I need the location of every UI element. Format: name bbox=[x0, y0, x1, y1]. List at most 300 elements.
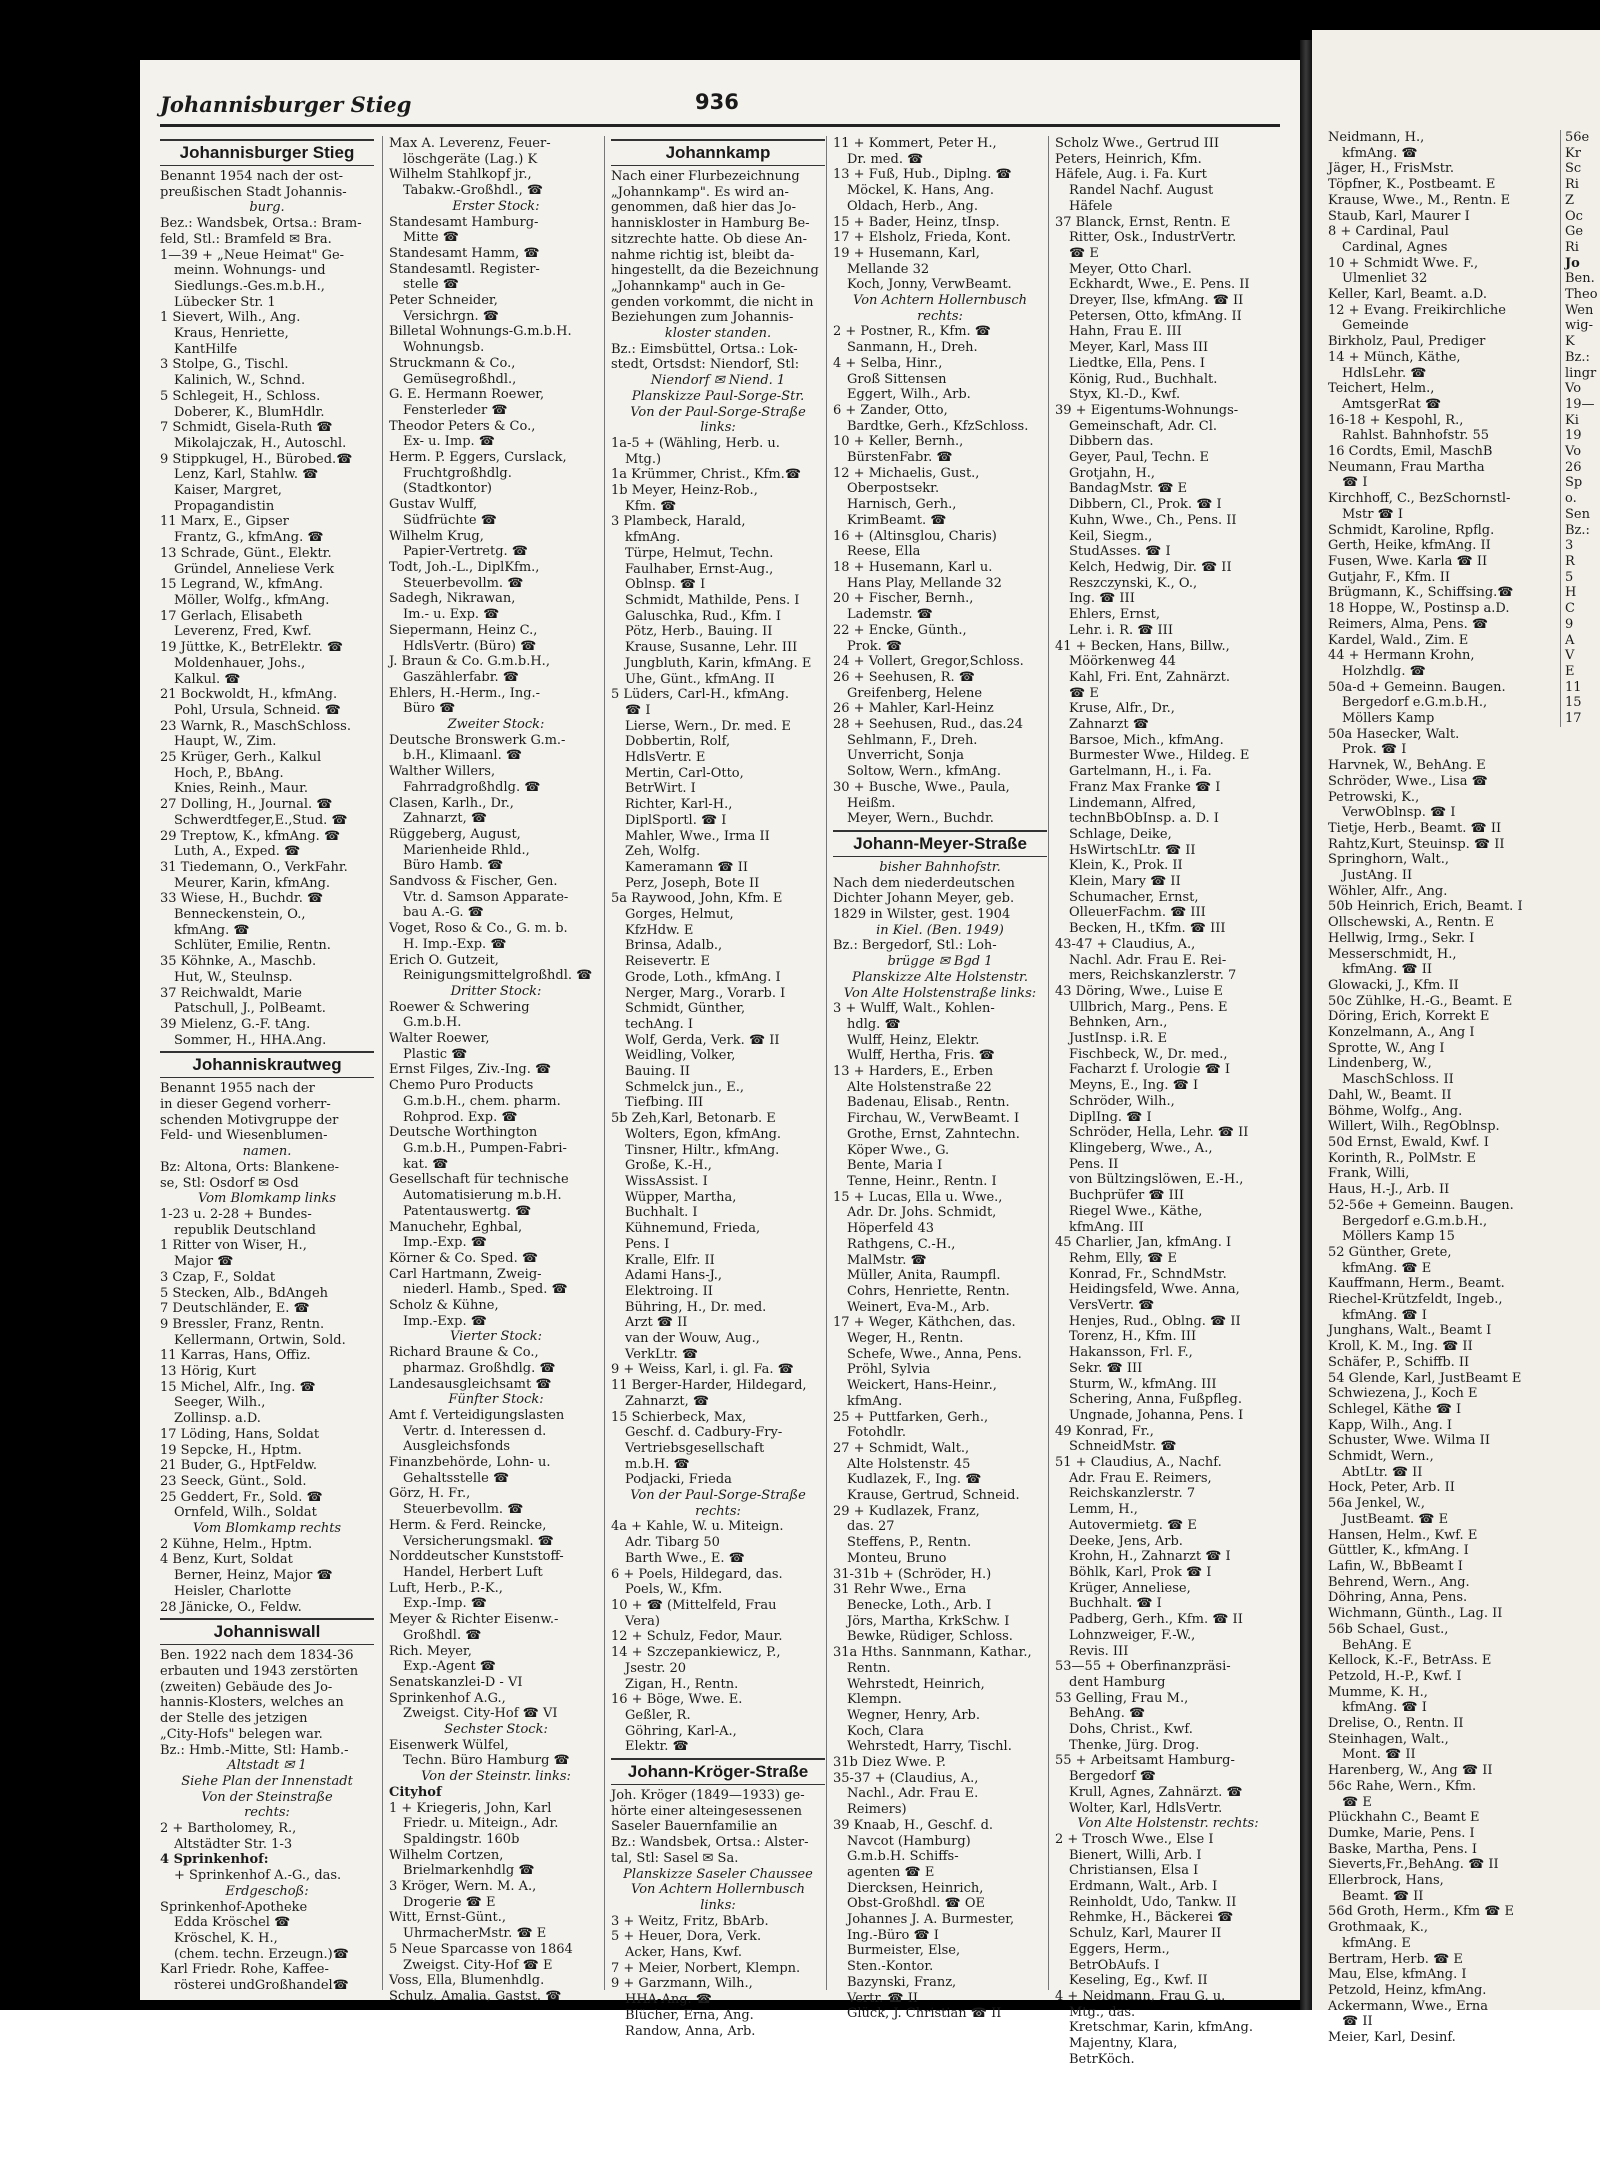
directory-entry-line: Majentny, Klara, bbox=[1069, 2036, 1178, 2052]
directory-entry-line: Mahler, Wwe., Irma II bbox=[625, 828, 770, 844]
directory-entry-line: 54 Glende, Karl, JustBeamt E bbox=[1328, 1370, 1522, 1386]
directory-entry-line: Sechster Stock: bbox=[444, 1722, 548, 1738]
directory-entry-line: Buchprüfer ☎ III bbox=[1069, 1188, 1185, 1204]
directory-entry-line: Ben. bbox=[1565, 271, 1595, 287]
directory-entry-line: Kellock, K.-F., BetrAss. E bbox=[1328, 1653, 1492, 1669]
directory-entry-line: Gründel, Anneliese Verk bbox=[174, 561, 335, 577]
directory-entry-line: Padberg, Gerh., Kfm. ☎ II bbox=[1069, 1612, 1243, 1628]
directory-entry-line: 17 + Weger, Käthchen, das. bbox=[833, 1315, 1016, 1331]
directory-entry-line: Clasen, Karlh., Dr., bbox=[389, 795, 514, 811]
directory-entry-line: Adr. Frau E. Reimers, bbox=[1069, 1470, 1212, 1486]
directory-entry-line: Greifenberg, Helene bbox=[847, 685, 983, 701]
directory-entry-line: Moldenhauer, Johs., bbox=[174, 655, 306, 671]
directory-entry-line: löschgeräte (Lag.) K bbox=[403, 151, 538, 167]
directory-entry-line: 28 + Seehusen, Rud., das.24 bbox=[833, 717, 1024, 733]
directory-entry-line: Schefe, Wwe., Anna, Pens. bbox=[847, 1346, 1022, 1362]
directory-entry-line: Oldach, Herb., Ang. bbox=[847, 198, 978, 214]
directory-entry-line: Rehmke, H., Bäckerei ☎ bbox=[1069, 1910, 1234, 1926]
directory-entry-line: 15 Michel, Alfr., Ing. ☎ bbox=[160, 1379, 316, 1395]
directory-entry-line: kfmAng. bbox=[625, 530, 681, 546]
directory-entry-line: Versichrgn. ☎ bbox=[403, 308, 499, 324]
directory-entry-line: niederl. Hamb., Sped. ☎ bbox=[403, 1282, 568, 1298]
directory-entry-line: Mikolajczak, H., Autoschl. bbox=[174, 435, 347, 451]
directory-entry-line: Eckhardt, Wwe., E. Pens. II bbox=[1069, 277, 1250, 293]
directory-entry-line: in dieser Gegend vorherr- bbox=[160, 1097, 331, 1113]
directory-entry-line: Klempn. bbox=[847, 1692, 902, 1708]
directory-entry-line: 5 Lüders, Carl-H., kfmAng. bbox=[611, 687, 790, 703]
directory-entry-line: 19 + Husemann, Karl, bbox=[833, 245, 980, 261]
directory-entry-line: 53—55 + Oberfinanzpräsi- bbox=[1055, 1659, 1231, 1675]
directory-entry-line: (zweiten) Gebäude des Jo- bbox=[160, 1679, 333, 1695]
directory-entry-line: Wüpper, Martha, bbox=[625, 1189, 737, 1205]
directory-entry-line: 29 + Kudlazek, Franz, bbox=[833, 1503, 980, 1519]
directory-entry-line: 19— bbox=[1565, 396, 1595, 412]
directory-entry-line: Holzhdlg. ☎ bbox=[1342, 663, 1426, 679]
directory-entry-line: Bewke, Rüdiger, Schloss. bbox=[847, 1629, 1013, 1645]
directory-entry-line: 13 + Harders, E., Erben bbox=[833, 1064, 994, 1080]
directory-entry-line: Vertriebsgesellschaft bbox=[625, 1440, 765, 1456]
directory-entry-line: Petersen, Otto, kfmAng. II bbox=[1069, 308, 1242, 324]
directory-entry-line: Bazynski, Franz, bbox=[847, 1974, 957, 1990]
directory-entry-line: Klingeberg, Wwe., A., bbox=[1069, 1141, 1213, 1156]
directory-entry-line: R bbox=[1565, 553, 1575, 569]
directory-entry-line: bau A.-G. ☎ bbox=[403, 905, 484, 921]
directory-entry-line: 7 Schmidt, Gisela-Ruth ☎ bbox=[160, 420, 333, 436]
directory-entry-line: Mumme, K. H., bbox=[1328, 1684, 1428, 1700]
directory-entry-line: KantHilfe bbox=[174, 341, 238, 357]
directory-entry-line: Müller, Anita, Raumpfl. bbox=[847, 1268, 1001, 1284]
directory-entry-line: Kruse, Alfr., Dr., bbox=[1069, 701, 1175, 717]
directory-entry-line: Kudlazek, F., Ing. ☎ bbox=[847, 1472, 982, 1488]
directory-entry-line: Südfrüchte ☎ bbox=[403, 512, 497, 528]
directory-entry-line: 10 + Schmidt Wwe. F., bbox=[1328, 255, 1479, 271]
directory-entry-line: Beamt. ☎ II bbox=[1342, 1888, 1424, 1904]
directory-entry-line: Major ☎ bbox=[174, 1254, 234, 1270]
directory-entry-line: 11 Karras, Hans, Offiz. bbox=[160, 1348, 311, 1364]
directory-entry-line: kfmAng. ☎ I bbox=[1342, 1700, 1427, 1716]
directory-entry-line: Häfele, Aug. i. Fa. Kurt bbox=[1055, 167, 1207, 183]
directory-entry-line: Vertr. ☎ II bbox=[847, 1990, 918, 2006]
directory-entry-line: Exp.-Agent ☎ bbox=[403, 1659, 496, 1675]
directory-entry-line: Große, K.-H., bbox=[625, 1158, 712, 1174]
directory-entry-line: Standesamtl. Register- bbox=[389, 261, 540, 277]
street-heading: Johanniskrautweg bbox=[160, 1051, 374, 1078]
directory-entry-line: 6 + Poels, Hildegard, das. bbox=[611, 1566, 783, 1582]
directory-entry-line: Spaldingstr. 160b bbox=[403, 1831, 520, 1847]
directory-entry-line: Möckel, K. Hans, Ang. bbox=[847, 183, 994, 199]
directory-entry-line: Vom Blomkamp rechts bbox=[192, 1521, 342, 1537]
directory-entry-line: Weickert, Hans-Heinr., bbox=[847, 1378, 997, 1394]
directory-entry-line: ☎ E bbox=[1069, 685, 1099, 701]
directory-entry-line: JustInsp. i.R. E bbox=[1069, 1031, 1168, 1047]
directory-entry-line: ☎ E bbox=[1342, 1794, 1372, 1810]
directory-entry-line: mers, Reichskanzlerstr. 7 bbox=[1069, 968, 1237, 984]
directory-entry-line: Mont. ☎ II bbox=[1342, 1747, 1416, 1763]
directory-entry-line: Kroll, K. M., Ing. ☎ II bbox=[1328, 1339, 1473, 1355]
directory-entry-line: Versicherungsmakl. ☎ bbox=[403, 1533, 554, 1549]
directory-entry-line: Weger, H., Rentn. bbox=[847, 1331, 964, 1347]
directory-entry-line: Ungnade, Johanna, Pens. I bbox=[1069, 1407, 1244, 1423]
directory-entry-line: Peters, Heinrich, Kfm. bbox=[1055, 151, 1202, 167]
directory-entry-line: Roewer & Schwering bbox=[389, 999, 530, 1015]
directory-entry-line: Tinsner, Hiltr., kfmAng. bbox=[625, 1142, 780, 1158]
directory-entry-line: 13 + Fuß, Hub., Diplng. ☎ bbox=[833, 167, 1012, 183]
directory-entry-line: schenden Motivgruppe der bbox=[160, 1112, 339, 1128]
directory-entry-line: Dichter Johann Meyer, geb. bbox=[833, 891, 1015, 907]
directory-entry-line: VerkLtr. ☎ bbox=[625, 1346, 699, 1362]
directory-entry-line: Bz.: Bergedorf, Stl.: Loh- bbox=[833, 938, 997, 954]
directory-entry-line: 51 + Claudius, A., Nachf. bbox=[1055, 1455, 1222, 1471]
directory-entry-line: Scholz & Kühne, bbox=[389, 1298, 499, 1314]
directory-entry-line: nahme richtig ist, bleibt da- bbox=[611, 247, 795, 263]
directory-entry-line: 33 Wiese, H., Buchdr. ☎ bbox=[160, 891, 324, 907]
directory-entry-line: Autovermietg. ☎ E bbox=[1069, 1517, 1197, 1533]
directory-entry-line: Blücher, Erna, Ang. bbox=[625, 2007, 754, 2023]
directory-entry-line: 3 + Weitz, Fritz, BbArb. bbox=[611, 1913, 769, 1929]
directory-entry-line: Altstadt ✉ 1 bbox=[227, 1758, 307, 1774]
directory-entry-line: Kfm. ☎ bbox=[625, 498, 677, 514]
directory-entry-line: 3 Plambeck, Harald, bbox=[611, 514, 746, 530]
directory-entry-line: 5 + Heuer, Dora, Verk. bbox=[611, 1929, 762, 1945]
directory-entry-line: Scholz Wwe., Gertrud III bbox=[1055, 136, 1220, 151]
directory-entry-line: Meyer, Karl, Mass III bbox=[1069, 340, 1209, 356]
directory-entry-line: Plückhahn C., Beamt E bbox=[1328, 1810, 1480, 1826]
directory-entry-line: Geßler, R. bbox=[625, 1707, 691, 1723]
directory-entry-line: Prok. ☎ I bbox=[1342, 742, 1407, 758]
directory-entry-line: Max A. Leverenz, Feuer- bbox=[389, 136, 551, 151]
directory-entry-line: Kralle, Elfr. II bbox=[625, 1252, 715, 1268]
directory-entry-line: 1—39 + „Neue Heimat" Ge- bbox=[160, 247, 345, 263]
directory-entry-line: Birkholz, Paul, Prediger bbox=[1328, 334, 1486, 350]
directory-entry-line: Mtg., das. bbox=[1069, 2004, 1136, 2020]
directory-entry-line: Pröhl, Sylvia bbox=[847, 1362, 931, 1378]
directory-entry-line: KrimBeamt. ☎ bbox=[847, 512, 947, 528]
directory-entry-line: 23 Warnk, R., MaschSchloss. bbox=[160, 718, 351, 734]
page-number: 936 bbox=[695, 90, 739, 114]
directory-entry-line: Von der Paul-Sorge-Straße bbox=[630, 404, 806, 420]
directory-entry-line: 4 + Neidmann, Frau G. u. bbox=[1055, 1988, 1226, 2004]
directory-entry-line: 21 Buder, G., HptFeldw. bbox=[160, 1458, 318, 1474]
directory-entry-line: Krüger, Anneliese, bbox=[1069, 1580, 1191, 1596]
directory-entry-line: Ulmenliet 32 bbox=[1342, 271, 1428, 287]
directory-entry-line: Papier-Vertretg. ☎ bbox=[403, 544, 528, 560]
directory-entry-line: der Stelle des jetzigen bbox=[160, 1711, 308, 1727]
directory-entry-line: Planskizze Paul-Sorge-Str. bbox=[631, 388, 805, 404]
directory-entry-line: 53 Gelling, Frau M., bbox=[1055, 1690, 1189, 1706]
directory-entry-line: Niendorf ✉ Niend. 1 bbox=[650, 373, 786, 389]
directory-entry-line: Ehlers, H.-Herm., Ing.- bbox=[389, 685, 541, 701]
directory-entry-line: tal, Stl: Sasel ✉ Sa. bbox=[611, 1850, 739, 1866]
directory-entry-line: lingr bbox=[1565, 365, 1597, 381]
directory-entry-line: Kühnemund, Frieda, bbox=[625, 1221, 761, 1237]
directory-entry-line: Gemüsegroßhdl., bbox=[403, 371, 517, 387]
directory-entry-line: hörte einer alteingesessenen bbox=[611, 1803, 802, 1819]
directory-entry-line: 12 + Michaelis, Gust., bbox=[833, 465, 980, 481]
directory-entry-line: Grothmaak, K., bbox=[1328, 1920, 1428, 1936]
directory-entry-line: Reinholdt, Udo, Tankw. II bbox=[1069, 1894, 1237, 1910]
directory-entry-line: 50b Heinrich, Erich, Beamt. I bbox=[1328, 899, 1523, 915]
directory-entry-line: kfmAng. ☎ II bbox=[1342, 962, 1432, 978]
directory-entry-line: Plastic ☎ bbox=[403, 1046, 468, 1062]
directory-entry-line: 3 bbox=[1565, 538, 1574, 554]
directory-entry-line: 31 Tiedemann, O., VerkFahr. bbox=[160, 859, 348, 875]
directory-entry-line: Buchhalt. ☎ I bbox=[1069, 1596, 1162, 1612]
directory-entry-line: 50d Ernst, Ewald, Kwf. I bbox=[1328, 1135, 1489, 1150]
directory-entry-line: m.b.H. ☎ bbox=[625, 1456, 690, 1472]
directory-entry-line: Luft, Herb., P.-K., bbox=[389, 1580, 503, 1596]
directory-entry-line: Feld- und Wiesenblumen- bbox=[160, 1128, 328, 1144]
directory-entry-line: Büro ☎ bbox=[403, 701, 456, 717]
directory-entry-line: 31a Hths. Sannmann, Kathar., bbox=[833, 1645, 1032, 1661]
directory-entry-line: burg. bbox=[249, 200, 285, 216]
column-1 bbox=[160, 136, 374, 1994]
directory-entry-line: Fahrradgroßhdlg. ☎ bbox=[403, 779, 541, 795]
directory-entry-line: 10 + Keller, Bernh., bbox=[833, 434, 964, 450]
directory-entry-line: Erdgeschoß: bbox=[225, 1883, 309, 1899]
column-5 bbox=[1048, 136, 1281, 2067]
directory-entry-line: Oberpostsekr. bbox=[847, 481, 940, 497]
directory-entry-line: Faulhaber, Ernst-Aug., bbox=[625, 561, 774, 577]
directory-entry-line: Reese, Ella bbox=[847, 544, 921, 560]
street-heading: Johann-Meyer-Straße bbox=[833, 830, 1047, 857]
directory-entry-line: Grothe, Ernst, Zahntechn. bbox=[847, 1126, 1020, 1142]
directory-entry-line: 50c Zühlke, H.-G., Beamt. E bbox=[1328, 993, 1513, 1009]
directory-entry-line: Kameramann ☎ II bbox=[625, 859, 748, 875]
directory-entry-line: 31-31b + (Schröder, H.) bbox=[833, 1566, 992, 1582]
directory-entry-line: 18 + Husemann, Karl u. bbox=[833, 559, 993, 575]
directory-entry-line: Ri bbox=[1565, 177, 1579, 193]
directory-entry-line: Barsoe, Mich., kfmAng. bbox=[1069, 732, 1224, 748]
directory-entry-line: Podjacki, Frieda bbox=[625, 1472, 732, 1488]
directory-entry-line: Nach einer Flurbezeichnung bbox=[611, 169, 800, 184]
directory-entry-line: 19 bbox=[1565, 428, 1582, 444]
directory-entry-line: Tiefbing. III bbox=[625, 1095, 704, 1111]
directory-entry-line: Sprinkenhof-Apotheke bbox=[160, 1899, 308, 1915]
directory-entry-line: 4 Sprinkenhof: bbox=[160, 1852, 269, 1868]
directory-entry-line: Vera) bbox=[625, 1613, 660, 1629]
directory-entry-line: Joh. Kröger (1849—1933) ge- bbox=[611, 1788, 805, 1804]
directory-entry-line: 3 Kröger, Wern. M. A., bbox=[389, 1879, 537, 1895]
directory-entry-line: brügge ✉ Bgd 1 bbox=[887, 954, 993, 970]
directory-entry-line: Großhdl. ☎ bbox=[403, 1627, 482, 1643]
directory-entry-line: Türpe, Helmut, Techn. bbox=[625, 545, 774, 561]
directory-entry-line: Hellwig, Irmg., Sekr. I bbox=[1328, 930, 1475, 946]
directory-entry-line: Kalkul. ☎ bbox=[174, 671, 241, 687]
directory-entry-line: Körner & Co. Sped. ☎ bbox=[389, 1250, 539, 1266]
directory-entry-line: technBbObInsp. a. D. I bbox=[1069, 811, 1219, 827]
directory-entry-line: Monteu, Bruno bbox=[847, 1550, 947, 1566]
directory-entry-line: Voget, Roso & Co., G. m. b. bbox=[389, 921, 568, 937]
directory-entry-line: 16-18 + Kespohl, R., bbox=[1328, 412, 1464, 428]
directory-entry-line: Reinigungsmittelgroßhdl. ☎ bbox=[403, 968, 593, 984]
directory-entry-line: G.m.b.H. Schiffs- bbox=[847, 1849, 959, 1865]
directory-entry-line: 39 Mielenz, G.-F. tAng. bbox=[160, 1016, 311, 1032]
directory-entry-line: 56d Groth, Herm., Kfm ☎ E bbox=[1328, 1904, 1515, 1920]
street-heading: Johannkamp bbox=[611, 139, 825, 166]
directory-entry-line: Liedtke, Ella, Pens. I bbox=[1069, 355, 1205, 371]
directory-entry-line: HdlsLehr. ☎ bbox=[1342, 365, 1427, 381]
directory-entry-line: Techn. Büro Hamburg ☎ bbox=[403, 1753, 570, 1769]
directory-entry-line: 29 Treptow, K., kfmAng. ☎ bbox=[160, 828, 341, 844]
directory-entry-line: stedt, Ortsdst: Niendorf, Stl: bbox=[611, 357, 800, 373]
directory-entry-line: Kardel, Wald., Zim. E bbox=[1328, 632, 1469, 648]
directory-entry-line: Eggers, Herm., bbox=[1069, 1941, 1170, 1957]
directory-entry-line: Richter, Karl-H., bbox=[625, 797, 733, 813]
directory-entry-line: 25 Krüger, Gerh., Kalkul bbox=[160, 750, 322, 766]
directory-entry-line: Ornfeld, Wilh., Soldat bbox=[174, 1505, 317, 1521]
directory-entry-line: namen. bbox=[242, 1144, 292, 1160]
directory-entry-line: Hahn, Frau E. III bbox=[1069, 324, 1182, 340]
directory-entry-line: 25 Geddert, Fr., Sold. ☎ bbox=[160, 1489, 323, 1505]
directory-entry-line: 11 + Kommert, Peter H., bbox=[833, 136, 997, 151]
directory-entry-line: Altstädter Str. 1-3 bbox=[174, 1836, 293, 1852]
directory-entry-line: Lenz, Karl, Stahlw. ☎ bbox=[174, 467, 319, 483]
directory-entry-line: genommen, daß hier das Jo- bbox=[611, 200, 796, 216]
directory-entry-line: Deutsche Worthington bbox=[389, 1125, 538, 1141]
directory-entry-line: Möllers Kamp bbox=[1342, 711, 1435, 727]
directory-entry-line: Erich O. Gutzeit, bbox=[389, 952, 499, 968]
directory-entry-line: Nachl., Adr. Frau E. bbox=[847, 1786, 979, 1802]
directory-entry-line: Geyer, Paul, Techn. E bbox=[1069, 450, 1210, 466]
directory-entry-line: Mstr ☎ I bbox=[1342, 506, 1404, 522]
directory-entry-line: genden vorkommt, die nicht in bbox=[611, 294, 814, 310]
directory-entry-line: Pens. II bbox=[1069, 1156, 1119, 1172]
directory-entry-line: ☎ I bbox=[625, 702, 651, 718]
directory-entry-line: 15 + Lucas, Ella u. Wwe., bbox=[833, 1189, 1003, 1205]
book-gutter bbox=[1300, 40, 1312, 2010]
directory-entry-line: Vierter Stock: bbox=[450, 1329, 542, 1345]
directory-entry-line: Gartelmann, H., i. Fa. bbox=[1069, 764, 1212, 780]
directory-entry-line: 44 + Hermann Krohn, bbox=[1328, 648, 1475, 664]
directory-entry-line: rechts: bbox=[244, 1805, 290, 1821]
directory-entry-line: G.m.b.H. bbox=[403, 1015, 462, 1031]
directory-entry-line: Mellande 32 bbox=[847, 261, 930, 277]
directory-entry-line: Krause, Gertrud, Schneid. bbox=[847, 1488, 1020, 1504]
directory-entry-line: DiplSportl. ☎ I bbox=[625, 812, 727, 828]
directory-entry-line: 27 Dolling, H., Journal. ☎ bbox=[160, 797, 333, 813]
directory-entry-line: Nach dem niederdeutschen bbox=[833, 875, 1015, 891]
directory-entry-line: Schuster, Wwe. Wilma II bbox=[1328, 1433, 1490, 1449]
directory-entry-line: Doberer, K., BlumHdlr. bbox=[174, 404, 325, 420]
directory-entry-line: Rathgens, C.-H., bbox=[847, 1236, 956, 1252]
directory-entry-line: Dritter Stock: bbox=[450, 983, 542, 999]
directory-entry-line: 1 Sievert, Wilh., Ang. bbox=[160, 310, 301, 326]
directory-entry-line: 17 + Elsholz, Frieda, Kont. bbox=[833, 230, 1011, 246]
directory-entry-line: A bbox=[1565, 632, 1575, 648]
directory-entry-line: HdlsVertr. (Büro) ☎ bbox=[403, 638, 537, 654]
directory-entry-line: Dobbertin, Rolf, bbox=[625, 734, 731, 750]
directory-entry-line: 7 + Meier, Norbert, Klempn. bbox=[611, 1960, 801, 1976]
directory-entry-line: 15 Legrand, W., kfmAng. bbox=[160, 577, 323, 593]
directory-entry-line: Möörkenweg 44 bbox=[1069, 654, 1176, 670]
directory-entry-line: Wilhelm Stahlkopf jr., bbox=[389, 167, 532, 183]
directory-entry-line: Obst-Großhdl. ☎ OE bbox=[847, 1896, 985, 1912]
directory-entry-line: Schlüter, Emilie, Rentn. bbox=[174, 938, 331, 954]
directory-entry-line: Fensterleder ☎ bbox=[403, 402, 508, 418]
directory-entry-line: 5 Schlegeit, H., Schloss. bbox=[160, 388, 321, 404]
directory-entry-line: Nerger, Marg., Vorarb. I bbox=[625, 985, 786, 1001]
directory-entry-line: Harenberg, W., Ang ☎ II bbox=[1328, 1763, 1493, 1779]
directory-entry-line: Rüggeberg, August, bbox=[389, 826, 521, 842]
directory-entry-line: Hoch, P., BbAng. bbox=[174, 765, 284, 781]
directory-entry-line: Fotohdlr. bbox=[847, 1425, 906, 1441]
directory-entry-line: Nachl. Adr. Frau E. Rei- bbox=[1069, 952, 1227, 968]
directory-entry-line: Wolters, Egon, kfmAng. bbox=[625, 1126, 782, 1142]
directory-entry-line: Baske, Martha, Pens. I bbox=[1328, 1841, 1477, 1857]
directory-entry-line: Steffens, P., Rentn. bbox=[847, 1535, 972, 1551]
directory-entry-line: Benneckenstein, O., bbox=[174, 907, 306, 923]
directory-entry-line: Elektr. ☎ bbox=[625, 1739, 689, 1755]
directory-entry-line: 56b Schael, Gust., bbox=[1328, 1621, 1449, 1637]
directory-entry-line: Gemeinschaft, Adr. Cl. bbox=[1069, 418, 1218, 434]
directory-entry-line: Z bbox=[1565, 192, 1575, 208]
directory-entry-line: „Johannkamp" auch in Ge- bbox=[611, 278, 786, 294]
directory-entry-line: kat. ☎ bbox=[403, 1156, 449, 1172]
directory-entry-line: links: bbox=[700, 1897, 736, 1913]
directory-entry-line: 23 Seeck, Günt., Sold. bbox=[160, 1473, 307, 1489]
directory-entry-line: Benannt 1955 nach der bbox=[160, 1081, 315, 1097]
directory-entry-line: Knies, Reinh., Maur. bbox=[174, 781, 309, 797]
directory-entry-line: Benannt 1954 nach der ost- bbox=[160, 169, 344, 184]
directory-entry-line: (Stadtkontor) bbox=[403, 481, 492, 497]
directory-entry-line: 37 Reichwaldt, Marie bbox=[160, 985, 302, 1001]
directory-entry-line: BehAng. ☎ bbox=[1069, 1706, 1146, 1722]
directory-entry-line: 45 Charlier, Jan, kfmAng. I bbox=[1055, 1235, 1232, 1251]
directory-entry-line: Adr. Dr. Johs. Schmidt, bbox=[847, 1205, 997, 1221]
directory-entry-line: 26 + Mahler, Karl-Heinz bbox=[833, 701, 994, 717]
directory-entry-line: kfmAng. ☎ E bbox=[1342, 1260, 1432, 1276]
directory-entry-line: Glowacki, J., Kfm. II bbox=[1328, 977, 1459, 993]
directory-entry-line: Krull, Agnes, Zahnärzt. ☎ bbox=[1069, 1784, 1243, 1800]
directory-entry-line: Bz.: Wandsbek, Ortsa.: Alster- bbox=[611, 1835, 809, 1851]
directory-entry-line: Sieverts,Fr.,BehAng. ☎ II bbox=[1328, 1857, 1499, 1873]
directory-entry-line: Peter Schneider, bbox=[389, 293, 498, 309]
directory-entry-line: 39 + Eigentums-Wohnungs- bbox=[1055, 402, 1239, 418]
directory-entry-line: republik Deutschland bbox=[174, 1222, 316, 1238]
directory-entry-line: Zweigst. City-Hof ☎ E bbox=[403, 1957, 553, 1973]
directory-entry-line: Siehe Plan der Innenstadt bbox=[181, 1773, 353, 1789]
directory-entry-line: Ing. ☎ III bbox=[1069, 591, 1135, 607]
directory-entry-line: 56e bbox=[1565, 130, 1590, 145]
directory-entry-line: Steuerbevollm. ☎ bbox=[403, 1502, 524, 1518]
directory-entry-line: hdlg. ☎ bbox=[847, 1016, 901, 1032]
directory-entry-line: BetrObAufs. I bbox=[1069, 1957, 1160, 1973]
directory-entry-line: Höperfeld 43 bbox=[847, 1221, 935, 1237]
directory-entry-line: Sten.-Kontor. bbox=[847, 1959, 934, 1975]
directory-entry-line: Dreyer, Ilse, kfmAng. ☎ II bbox=[1069, 293, 1244, 309]
directory-entry-line: 39 Knaab, H., Geschf. d. bbox=[833, 1817, 994, 1833]
directory-entry-line: 3 Stolpe, G., Tischl. bbox=[160, 357, 289, 373]
directory-entry-line: 30 + Busche, Wwe., Paula, bbox=[833, 779, 1010, 795]
directory-entry-line: 5 Stecken, Alb., BdAngeh bbox=[160, 1285, 329, 1301]
directory-entry-line: Cityhof bbox=[389, 1784, 442, 1800]
directory-entry-line: E bbox=[1565, 663, 1575, 679]
directory-entry-line: se, Stl: Osdorf ✉ Osd bbox=[160, 1175, 299, 1191]
directory-entry-line: Badenau, Elisab., Rentn. bbox=[847, 1095, 1010, 1111]
directory-entry-line: Ausgleichsfonds bbox=[403, 1439, 511, 1455]
directory-entry-line: Willert, Wilh., RegOblnsp. bbox=[1328, 1119, 1500, 1135]
directory-entry-line: Alte Holstenstraße 22 bbox=[847, 1079, 992, 1095]
directory-entry-line: Diercksen, Heinrich, bbox=[847, 1880, 984, 1896]
directory-entry-line: Fusen, Wwe. Karla ☎ II bbox=[1328, 553, 1488, 569]
directory-entry-line: 12 + Schulz, Fedor, Maur. bbox=[611, 1629, 783, 1645]
directory-entry-line: Ehlers, Ernst, bbox=[1069, 607, 1160, 623]
directory-entry-line: Landesausgleichsamt ☎ bbox=[389, 1376, 552, 1392]
directory-entry-line: Möller, Wolfg., kfmAng. bbox=[174, 592, 330, 608]
directory-entry-line: Fünfter Stock: bbox=[448, 1392, 544, 1408]
directory-entry-line: 27 + Schmidt, Walt., bbox=[833, 1440, 970, 1456]
directory-entry-line: Zigan, H., Rentn. bbox=[625, 1676, 739, 1692]
